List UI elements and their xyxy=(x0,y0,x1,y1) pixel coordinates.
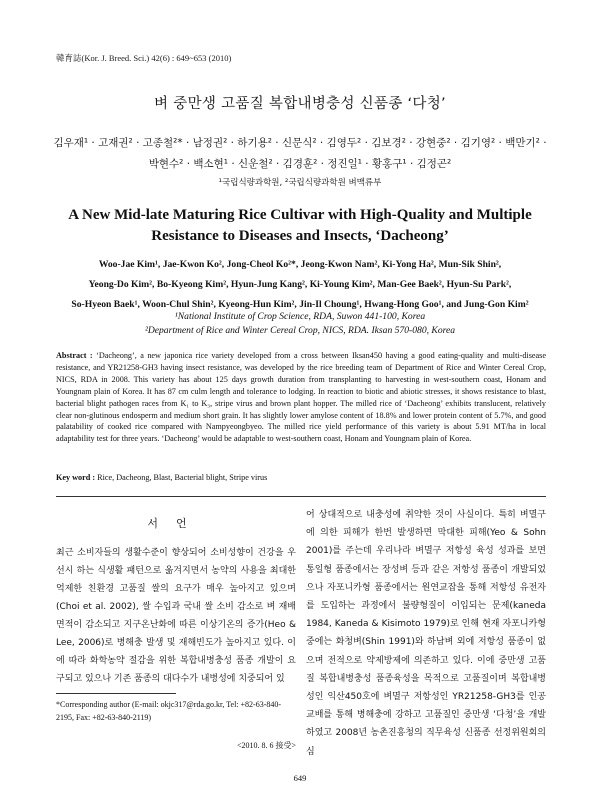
korean-title: 벼 중만생 고품질 복합내병충성 신품종 ‘다청’ xyxy=(154,96,446,112)
left-column-text: 최근 소비자들의 생활수준이 향상되어 소비성향이 건강을 우선시 하는 식생활 패턴으로 옮겨지면서 농약의 사용을 최대한 억제한 친환경 고품질 쌀의 요구가 매우 높아지고 있으며(Choi et al. 2002), 쌀 수입과 국내 쌀 소비 감소로 벼 재배면적이 감소되고 지구온난화에 따른 이상기온의 증가(Heo & Lee, 2006)로 병해충 발생 및 재해빈도가 높아지고 있다. 이에 따라 화학농약 절감을 위한 복합내병충성 품종 개발이 요구되고 있으나 기존 품종의 대다수가 내병성에 치중되어 있 xyxy=(56,548,296,684)
abstract xyxy=(56,350,546,445)
english-authors xyxy=(40,255,560,315)
english-title-line-1: A New Mid-late Maturing Rice Cultivar with High-Quality and Multiple xyxy=(68,207,532,223)
korean-affiliation: ¹국립식량과학원, ²국립식량과학원 벼맥류부 xyxy=(218,178,382,188)
english-authors-line-2: Yeong-Do Kim², Bo-Kyeong Kim², Hyun-Jung Kang², Ki-Young Kim², Man-Gee Baek², Hyun-Su Park², xyxy=(88,279,512,290)
english-authors-line-1: Woo-Jae Kim¹, Jae-Kwon Ko², Jong-Cheol Ko²*, Jeong-Kwon Nam², Ki-Yong Ha², Mun-Sik Shin², xyxy=(98,259,502,270)
abstract-label: Abstract : xyxy=(56,351,93,360)
keyword-text: Rice, Dacheong, Blast, Bacterial blight, Stripe virus xyxy=(97,473,268,482)
header-divider xyxy=(56,496,546,497)
english-affiliations xyxy=(40,310,560,338)
english-affiliation-1: ¹National Institute of Crop Science, RDA, Suwon 441-100, Korea xyxy=(174,311,426,322)
abstract-text: ‘Dacheong’, a new japonica rice variety developed from a cross between Iksan450 having a good eating-quality and multi-disease resistance, and YR21258-GH3 having insect resistance, was developed by the rice breeding team of Department of Rice and Winter Cereal Crop, NICS, RDA in 2008. This variety has about 125 days growth duration from transplanting to harvesting in west-southern coast, Honam and Youngnam plain of Korea. It has 87 cm culm length and tolerance to lodging. In reaction to biotic and abiotic stresses, it shows resistance to blast, bacterial blight pathogen races from K₁ to K₃, stripe virus and brown plant hopper. The milled rice of ‘Dacheong’ exhibits translucent, relatively clear non-glutinous endosperm and medium short grain. It has slightly lower amylose content of 18.8% and lower protein content of 5.7%, and good palatability of cooked rice compared with Nampyeongbyeo. The milled rice yield performance of this variety is about 5.91 MT/ha in local adaptability test for three years. ‘Dacheong’ would be adaptable to west-southern coast, Honam and Youngnam plain of Korea. xyxy=(56,351,546,444)
page-number: 649 xyxy=(293,773,307,783)
keywords xyxy=(56,473,546,482)
received-date: <2010. 8. 6 接受> xyxy=(236,741,296,750)
english-title-line-2: Resistance to Diseases and Insects, ‘Dacheong’ xyxy=(151,228,449,244)
right-column-text: 어 상대적으로 내충성에 취약한 것이 사실이다. 특히 벼멸구에 의한 피해가 한번 발생하면 막대한 피해(Yeo & Sohn 2001)를 주는데 우리나라 벼멸구 저항성 육성 성과를 보면 통일형 품종에서는 장성벼 등과 같은 저항성 품종이 개발되었으나 자포니카형 품종에서는 원연교잡을 통해 저항성 유전자를 도입하는 과정에서 불량형질이 이입되는 문제(kaneda 1984, Kaneda & Kisimoto 1979)로 인해 현재 자포니카형 중에는 화청벼(Shin 1991)와 하남벼 외에 저항성 품종이 없으며 전적으로 약제방제에 의존하고 있다. 이에 중만생 고품질 복합내병충성 품종육성을 목적으로 고품질이며 복합내병성인 익산450호에 벼멸구 저항성인 YR21258-GH3를 인공교배를 통해 병해충에 강하고 고품질인 중만생 ‘다청’을 개발하였고 2008년 농촌진흥청의 직무육성 신품종 선정위원회의 심 xyxy=(306,510,546,757)
keyword-label: Key word : xyxy=(56,473,96,482)
section-heading: 서언 xyxy=(147,517,205,530)
footnote-divider xyxy=(56,693,176,694)
english-authors-line-3: So-Hyeon Baek¹, Woon-Chul Shin², Kyeong-Hun Kim², Jin-Il Choung¹, Hwang-Hong Goo¹, and Jung-Gon Kim² xyxy=(71,299,529,310)
korean-authors xyxy=(40,133,560,175)
korean-authors-line-1: 김우재¹ · 고재권² · 고종철²* · 남정권² · 하기용² · 신문식² · 김영두² · 김보경² · 강현중² · 김기영² · 백만기² · xyxy=(53,137,547,149)
korean-authors-line-2: 박현수² · 백소현¹ · 신운철² · 김경훈² · 정진일¹ · 황홍구¹ · 김정곤² xyxy=(148,158,452,170)
english-title xyxy=(40,205,560,247)
english-affiliation-2: ²Department of Rice and Winter Cereal Crop, NICS, RDA. Iksan 570-080, Korea xyxy=(144,325,456,336)
running-head: 韓育誌(Kor. J. Breed. Sci.) 42(6) : 649~653 (2010) xyxy=(56,53,232,63)
corresponding-author-footnote: *Corresponding author (E-mail: okjc317@rda.go.kr, Tel: +82-63-840-2195, Fax: +82-63-840-2119) xyxy=(56,700,282,722)
